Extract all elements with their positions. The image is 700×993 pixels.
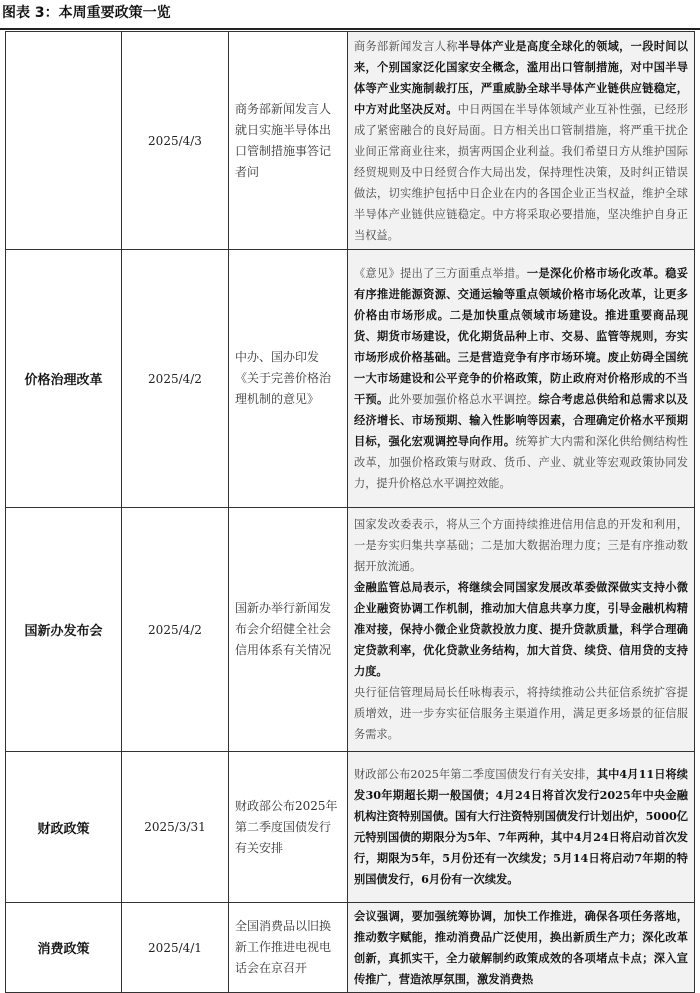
policy-table xyxy=(5,31,695,993)
policy-content xyxy=(348,752,695,903)
policy-title: 全国消费品以旧换新工作推进电视电话会在京召开 xyxy=(229,903,348,993)
policy-title: 中办、国办印发《关于完善价格治理机制的意见》 xyxy=(229,250,348,508)
policy-content xyxy=(348,508,695,752)
content-highlight: 其中4月11日将续发30年期超长期一般国债；4月24日将首次发行2025年中央金融机构注资特别国债。国有大行注资特别国债发行计划出炉，5000亿元特别国债的期限分为5年、7年两种，其中4月24日将启动首次发行，期限为5年，5月份还有一次续发；5月14日将启动7年期的特别国债发行，6月份有一次续发。 xyxy=(354,767,688,886)
policy-date: 2025/4/2 xyxy=(122,508,229,752)
policy-row xyxy=(6,250,695,508)
content-text: 央行征信管理局局长任咏梅表示，将持续推动公共征信系统扩容提质增效，进一步夯实征信服务主渠道作用，满足更多场景的征信服务需求。 xyxy=(354,686,688,741)
content-text: 统筹扩大内需和深化供给侧结构性改革，加强价格政策与财政、货币、产业、就业等宏观政策协同发力，提升价格总水平调控效能。 xyxy=(354,435,688,490)
content-highlight: 综合考虑总供给和总需求以及经济增长、市场预期、输入性影响等因素，合理确定价格水平预期目标，强化宏观调控导向作用。 xyxy=(354,392,688,448)
policy-date: 2025/4/2 xyxy=(122,250,229,508)
policy-content xyxy=(348,250,695,508)
policy-row xyxy=(6,903,695,993)
content-highlight: 会议强调，要加强统筹协调，加快工作推进，确保各项任务落地，推动数字赋能，推动消费品广泛使用，换出新质生产力；深化改革创新，真抓实干，全力破解制约政策成效的各项堵点卡点；深入宣传推广，营造浓厚氛围，激发消费热 xyxy=(354,908,688,986)
content-text: 《意见》提出了三方面重点举措。 xyxy=(354,267,527,280)
policy-category: 财政政策 xyxy=(6,752,122,903)
policy-category: 消费政策 xyxy=(6,903,122,993)
policy-date: 2025/4/1 xyxy=(122,903,229,993)
content-text: 国家发改委表示，将从三个方面持续推进信用信息的开发和利用，一是夯实归集共享基础；二是加大数据治理力度；三是有序推动数据开放流通。 xyxy=(354,518,688,573)
content-paragraph xyxy=(354,514,688,577)
content-highlight: 一是深化价格市场化改革。稳妥有序推进能源资源、交通运输等重点领域价格市场化改革，让更多价格由市场形成。二是加快重点领域市场建设。推进重要商品现货、期货市场建设，优化期货品种上市、交易、监管等规则，夯实市场形成价格基础。三是营造竞争有序市场环境。废止妨碍全国统一大市场建设和公平竞争的价格政策，防止政府对价格形成的不当干预。 xyxy=(354,266,688,406)
policy-content xyxy=(348,903,695,993)
content-paragraph xyxy=(354,36,688,246)
policy-row xyxy=(6,752,695,903)
policy-content xyxy=(348,32,695,250)
content-text: 中日两国在半导体领域产业互补性强，已经形成了紧密融合的良好局面。日方相关出口管制措施，将严重干扰企业间正常商业往来，损害两国企业利益。我们希望日方从维护国际经贸规则及中日经贸合作大局出发，保持理性决策，及时纠正错误做法，切实维护包括中日企业在内的各国企业正当权益，维护全球半导体产业链供应链稳定。中方将采取必要措施，坚决维护自身正当权益。 xyxy=(354,102,688,242)
policy-category xyxy=(6,32,122,250)
content-highlight: 半导体产业是高度全球化的领域，一段时间以来，个别国家泛化国家安全概念，滥用出口管制措施，对中国半导体等产业实施制裁打压，严重威胁全球半导体产业链供应链稳定，中方对此坚决反对。 xyxy=(354,38,688,116)
content-text: 商务部新闻发言人称 xyxy=(354,39,458,53)
content-paragraph xyxy=(354,263,688,494)
policy-row xyxy=(6,32,695,250)
policy-date: 2025/4/3 xyxy=(122,32,229,250)
policy-title: 国新办举行新闻发布会介绍健全社会信用体系有关情况 xyxy=(229,508,348,752)
policy-category: 价格治理改革 xyxy=(6,250,122,508)
content-paragraph xyxy=(354,764,688,890)
content-text: 此外要加强价格总水平调控。 xyxy=(388,393,539,406)
caption-rule xyxy=(0,28,700,30)
policy-date: 2025/3/31 xyxy=(122,752,229,903)
content-paragraph xyxy=(354,906,688,990)
figure-caption: 图表 3：本周重要政策一览 xyxy=(2,5,171,21)
content-highlight: 金融监管总局表示，将继续会同国家发展改革委做深做实支持小微企业融资协调工作机制，推动加大信息共享力度，引导金融机构精准对接，保持小微企业贷款投放力度、提升贷款质量，科学合理确定贷款利率，优化贷款业务结构，加大首贷、续贷、信用贷的支持力度。 xyxy=(354,580,688,678)
content-paragraph xyxy=(354,577,688,682)
policy-title: 财政部公布2025年第二季度国债发行有关安排 xyxy=(229,752,348,903)
content-paragraph xyxy=(354,682,688,745)
policy-title: 商务部新闻发言人就日实施半导体出口管制措施事答记者问 xyxy=(229,32,348,250)
policy-row xyxy=(6,508,695,752)
policy-category: 国新办发布会 xyxy=(6,508,122,752)
content-text: 财政部公布2025年第二季度国债发行有关安排， xyxy=(354,768,597,781)
